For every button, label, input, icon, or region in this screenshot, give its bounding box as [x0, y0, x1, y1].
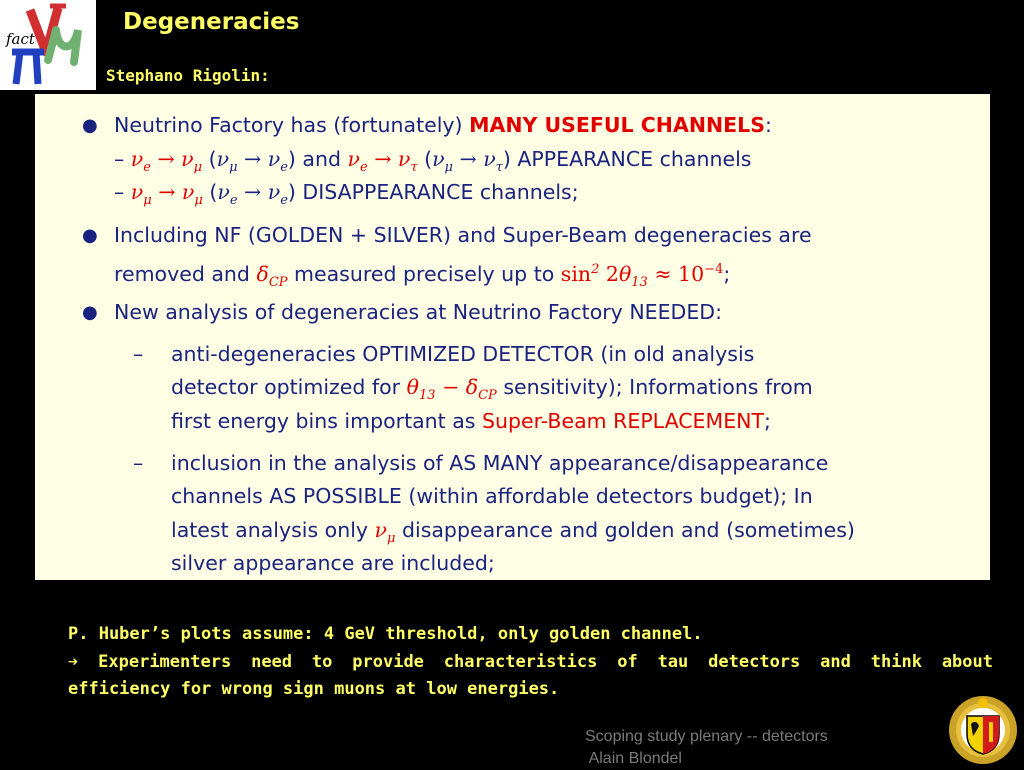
- semicolon: ;: [723, 261, 731, 286]
- nufact-logo-icon: [0, 0, 96, 90]
- slide-title: Degeneracies: [123, 9, 300, 35]
- bullet-1-line-1: [114, 109, 772, 142]
- formula-delta-cp: $\delta_{CP}$: [256, 261, 288, 290]
- footnote-line-2-text: Experimenters need to provide characteristics of tau detectors and think about efficiency for wrong sign muons at low energies.: [68, 651, 993, 699]
- formula-nue-nue: $\nu_e \to \nu_e$: [217, 180, 288, 209]
- bullet-1-text: Neutrino Factory has (fortunately): [114, 113, 470, 137]
- university-seal-icon: [943, 688, 1021, 766]
- subbullet-1-dash: –: [133, 342, 144, 366]
- bullet-1: ●: [82, 115, 98, 136]
- arrow-icon: ➔: [68, 651, 79, 672]
- and-text: and: [295, 147, 348, 171]
- subbullet-2-line-4: silver appearance are included;: [171, 551, 495, 575]
- credit-line-2: Alain Blondel: [585, 750, 682, 767]
- subbullet-2-line-1: inclusion in the analysis of AS MANY appearance/disappearance: [171, 451, 829, 475]
- bullet-3: ●: [82, 302, 98, 323]
- bullet-1-line-2: – $\nu_e \to \nu_\mu$ $(\nu_\mu \to \nu_e)$ and $\nu_e \to \nu_\tau$ $(\nu_\mu \to \nu_\tau)$ APPEARANCE channels: [114, 147, 752, 176]
- svg-text:fact: fact: [6, 30, 35, 48]
- footnote-line-1: P. Huber’s plots assume: 4 GeV threshold, only golden channel.: [68, 624, 703, 644]
- formula-numu-numu: $\nu_\mu \to \nu_\mu$: [130, 180, 203, 209]
- formula-numu-nutau: $\nu_\mu \to \nu_\tau$: [432, 147, 503, 176]
- latest-analysis-text: latest analysis only: [171, 518, 375, 542]
- formula-theta13-minus-deltacp: $\theta_{13} - \delta_{CP}$: [406, 375, 497, 404]
- detector-optimized-text: detector optimized for: [171, 375, 407, 399]
- appearance-channels-text: APPEARANCE channels: [510, 147, 752, 171]
- many-useful-channels-text: MANY USEFUL CHANNELS: [469, 113, 765, 137]
- nufact-logo: [0, 0, 96, 90]
- disappearance-channels-text: DISAPPEARANCE channels;: [295, 180, 579, 204]
- semicolon: ;: [764, 409, 771, 433]
- credit: [585, 726, 828, 770]
- bullet-2: ●: [82, 225, 98, 246]
- removed-and-text: removed and: [114, 261, 257, 286]
- subbullet-1-line-3: [171, 405, 771, 438]
- formula-numu-nue: $\nu_\mu \to \nu_e$: [216, 147, 288, 176]
- formula-nue-numu: $\nu_e \to \nu_\mu$: [130, 147, 203, 176]
- formula-sin2-theta13: $\sin^2 2\theta_{13} \approx 10^{-4}$: [560, 261, 724, 290]
- formula-nue-nutau: $\nu_e \to \nu_\tau$: [347, 147, 418, 176]
- subbullet-2-dash: –: [133, 451, 144, 475]
- disappearance-golden-text: disappearance and golden and (sometimes): [395, 518, 855, 542]
- sensitivity-text: sensitivity); Informations from: [496, 375, 813, 399]
- footnote: [68, 621, 993, 704]
- bullet-1-colon: :: [764, 113, 772, 137]
- bullet-3-line-1: New analysis of degeneracies at Neutrino Factory NEEDED:: [114, 300, 722, 324]
- content-panel: [35, 94, 990, 580]
- formula-numu: $\nu_\mu$: [374, 518, 396, 547]
- credit-line-1: Scoping study plenary -- detectors: [585, 728, 828, 745]
- first-energy-bins-text: first energy bins important as: [171, 409, 482, 433]
- university-seal: [943, 688, 1021, 766]
- subbullet-1-line-1: anti-degeneracies OPTIMIZED DETECTOR (in old analysis: [171, 342, 755, 366]
- bullet-1-line-3: – $\nu_\mu \to \nu_\mu$ $(\nu_e \to \nu_e)$ DISAPPEARANCE channels;: [114, 180, 579, 209]
- slide-subtitle: Stephano Rigolin:: [106, 66, 270, 85]
- subbullet-2-line-2: channels AS POSSIBLE (within affordable detectors budget); In: [171, 484, 813, 508]
- bullet-2-line-1: Including NF (GOLDEN + SILVER) and Super-Beam degeneracies are: [114, 223, 812, 247]
- bullet-2-line-2: [114, 253, 730, 299]
- measured-precisely-text: measured precisely up to: [287, 261, 561, 286]
- super-beam-replacement-text: Super-Beam REPLACEMENT: [481, 409, 764, 433]
- footnote-line-2: [68, 649, 993, 704]
